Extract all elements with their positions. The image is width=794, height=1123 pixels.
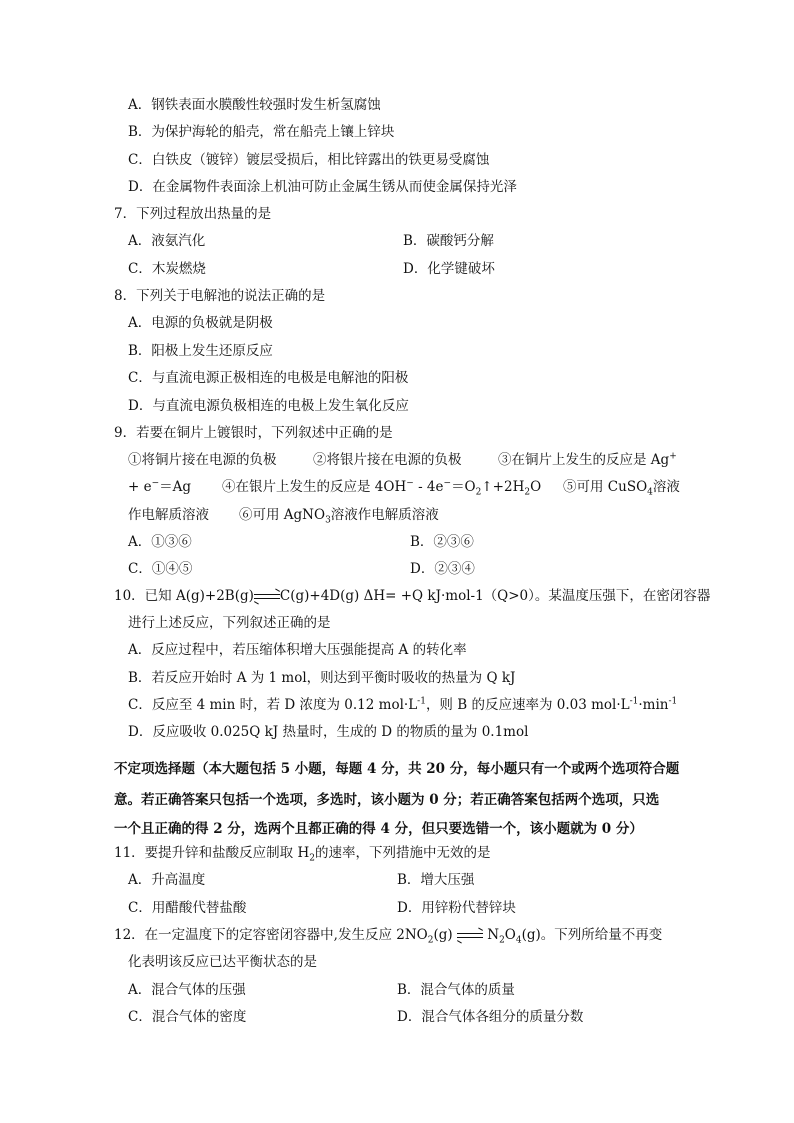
q9-statement-5-cont: 作电解质溶液 [128,507,209,523]
q9-statement-4: ④在银片上发生的反应是 $4OH^- - 4e^-=O_2↑+2H_2O$ [222,478,542,498]
q10-option-d: D．反应吸收 0.025Q kJ 热量时，生成的 D 的物质的量为 0.1mol [128,724,529,740]
q12-option-d: D．混合气体各组分的质量分数 [397,1009,584,1025]
q10-option-c: C．反应至 4 min 时，若 D 浓度为 0.12 $mol\cdot L^{-1}$，则 B 的反应速率为 0.03 $mol\cdot L^{-1}\cdot\min^{-1}$ [128,696,678,713]
q12-stem: 12．在一定温度下的定容密闭容器中,发生反应 $2NO_2(g)$ $N_2O_4(g)$。下列所给量不再变 [114,927,663,946]
q7-option-a: A．液氨汽化 [128,233,206,249]
q6-option-b: B．为保护海轮的船壳，常在船壳上镶上锌块 [128,124,395,140]
q12-option-a: A．混合气体的压强 [128,982,246,998]
q9-statement-2: ②将银片接在电源的负极 [313,452,462,468]
q12-stem-cont: 化表明该反应已达平衡状态的是 [128,954,317,970]
q8-option-b: B．阳极上发生还原反应 [128,343,273,359]
q6-option-a: A．钢铁表面水膜酸性较强时发生析氢腐蚀 [128,97,381,113]
q6-option-c: C．白铁皮（镀锌）镀层受损后，相比锌露出的铁更易受腐蚀 [128,152,490,168]
q11-option-b: B．增大压强 [397,872,475,888]
q7-stem: 7．下列过程放出热量的是 [114,206,272,222]
q8-stem: 8．下列关于电解池的说法正确的是 [114,288,326,304]
q9-statement-5: ⑤可用 CuSO$_4$溶液 [563,479,680,498]
equilibrium-arrow-icon [457,931,483,941]
q8-option-a: A．电源的负极就是阴极 [128,315,273,331]
q7-option-c: C．木炭燃烧 [128,261,206,277]
q9-option-d: D．②③④ [410,561,475,577]
q8-option-c: C．与直流电源正极相连的电极是电解池的阳极 [128,370,409,386]
q11-option-d: D．用锌粉代替锌块 [397,900,516,916]
section-instructions-line-3: 一个且正确的得 2 分，选两个且都正确的得 4 分，但只要选错一个，该小题就为 0 分） [114,821,643,837]
q10-option-b: B．若反应开始时 A 为 1 mol，则达到平衡时吸收的热量为 Q kJ [128,670,516,686]
q9-stem: 9．若要在铜片上镀银时，下列叙述中正确的是 [114,425,393,441]
q9-statement-1: ①将铜片接在电源的负极 [128,452,277,468]
q11-option-c: C．用醋酸代替盐酸 [128,900,247,916]
q12-option-c: C．混合气体的密度 [128,1009,247,1025]
equilibrium-arrow-icon [254,592,280,602]
q9-statement-6: ⑥可用 AgNO$_3$溶液作电解质溶液 [239,507,439,526]
q10-option-a: A．反应过程中，若压缩体积增大压强能提高 A 的转化率 [128,642,467,658]
q9-option-b: B．②③⑥ [410,534,474,550]
section-instructions-line-2: 意。若正确答案只包括一个选项，多选时，该小题为 0 分；若正确答案包括两个选项，只选 [114,792,660,808]
q11-stem: 11．要提升锌和盐酸反应制取 $H_2$的速率，下列措施中无效的是 [114,845,491,864]
q7-option-d: D．化学键破坏 [403,261,495,277]
q6-option-d: D．在金属物件表面涂上机油可防止金属生锈从而使金属保持光泽 [128,179,517,195]
section-instructions-line-1: 不定项选择题（本大题包括 5 小题，每题 4 分，共 20 分，每小题只有一个或两个选项符合题 [114,761,680,777]
q7-option-b: B．碳酸钙分解 [403,233,494,249]
q9-statement-3-cont: + e−＝Ag [128,478,192,495]
q12-option-b: B．混合气体的质量 [397,982,515,998]
q10-stem-cont: 进行上述反应，下列叙述正确的是 [128,615,331,631]
q9-option-a: A．①③⑥ [128,534,192,550]
q11-option-a: A．升高温度 [128,872,206,888]
q9-statement-3: ③在铜片上发生的反应是 Ag+ [498,451,677,468]
q10-stem: 10．已知 A(g)+2B(g) C(g)+4D(g) ΔH= +Q kJ·mol-1（Q>0）。某温度压强下，在密闭容器 [114,588,711,604]
q9-option-c: C．①④⑤ [128,561,193,577]
q8-option-d: D．与直流电源负极相连的电极上发生氧化反应 [128,398,409,414]
